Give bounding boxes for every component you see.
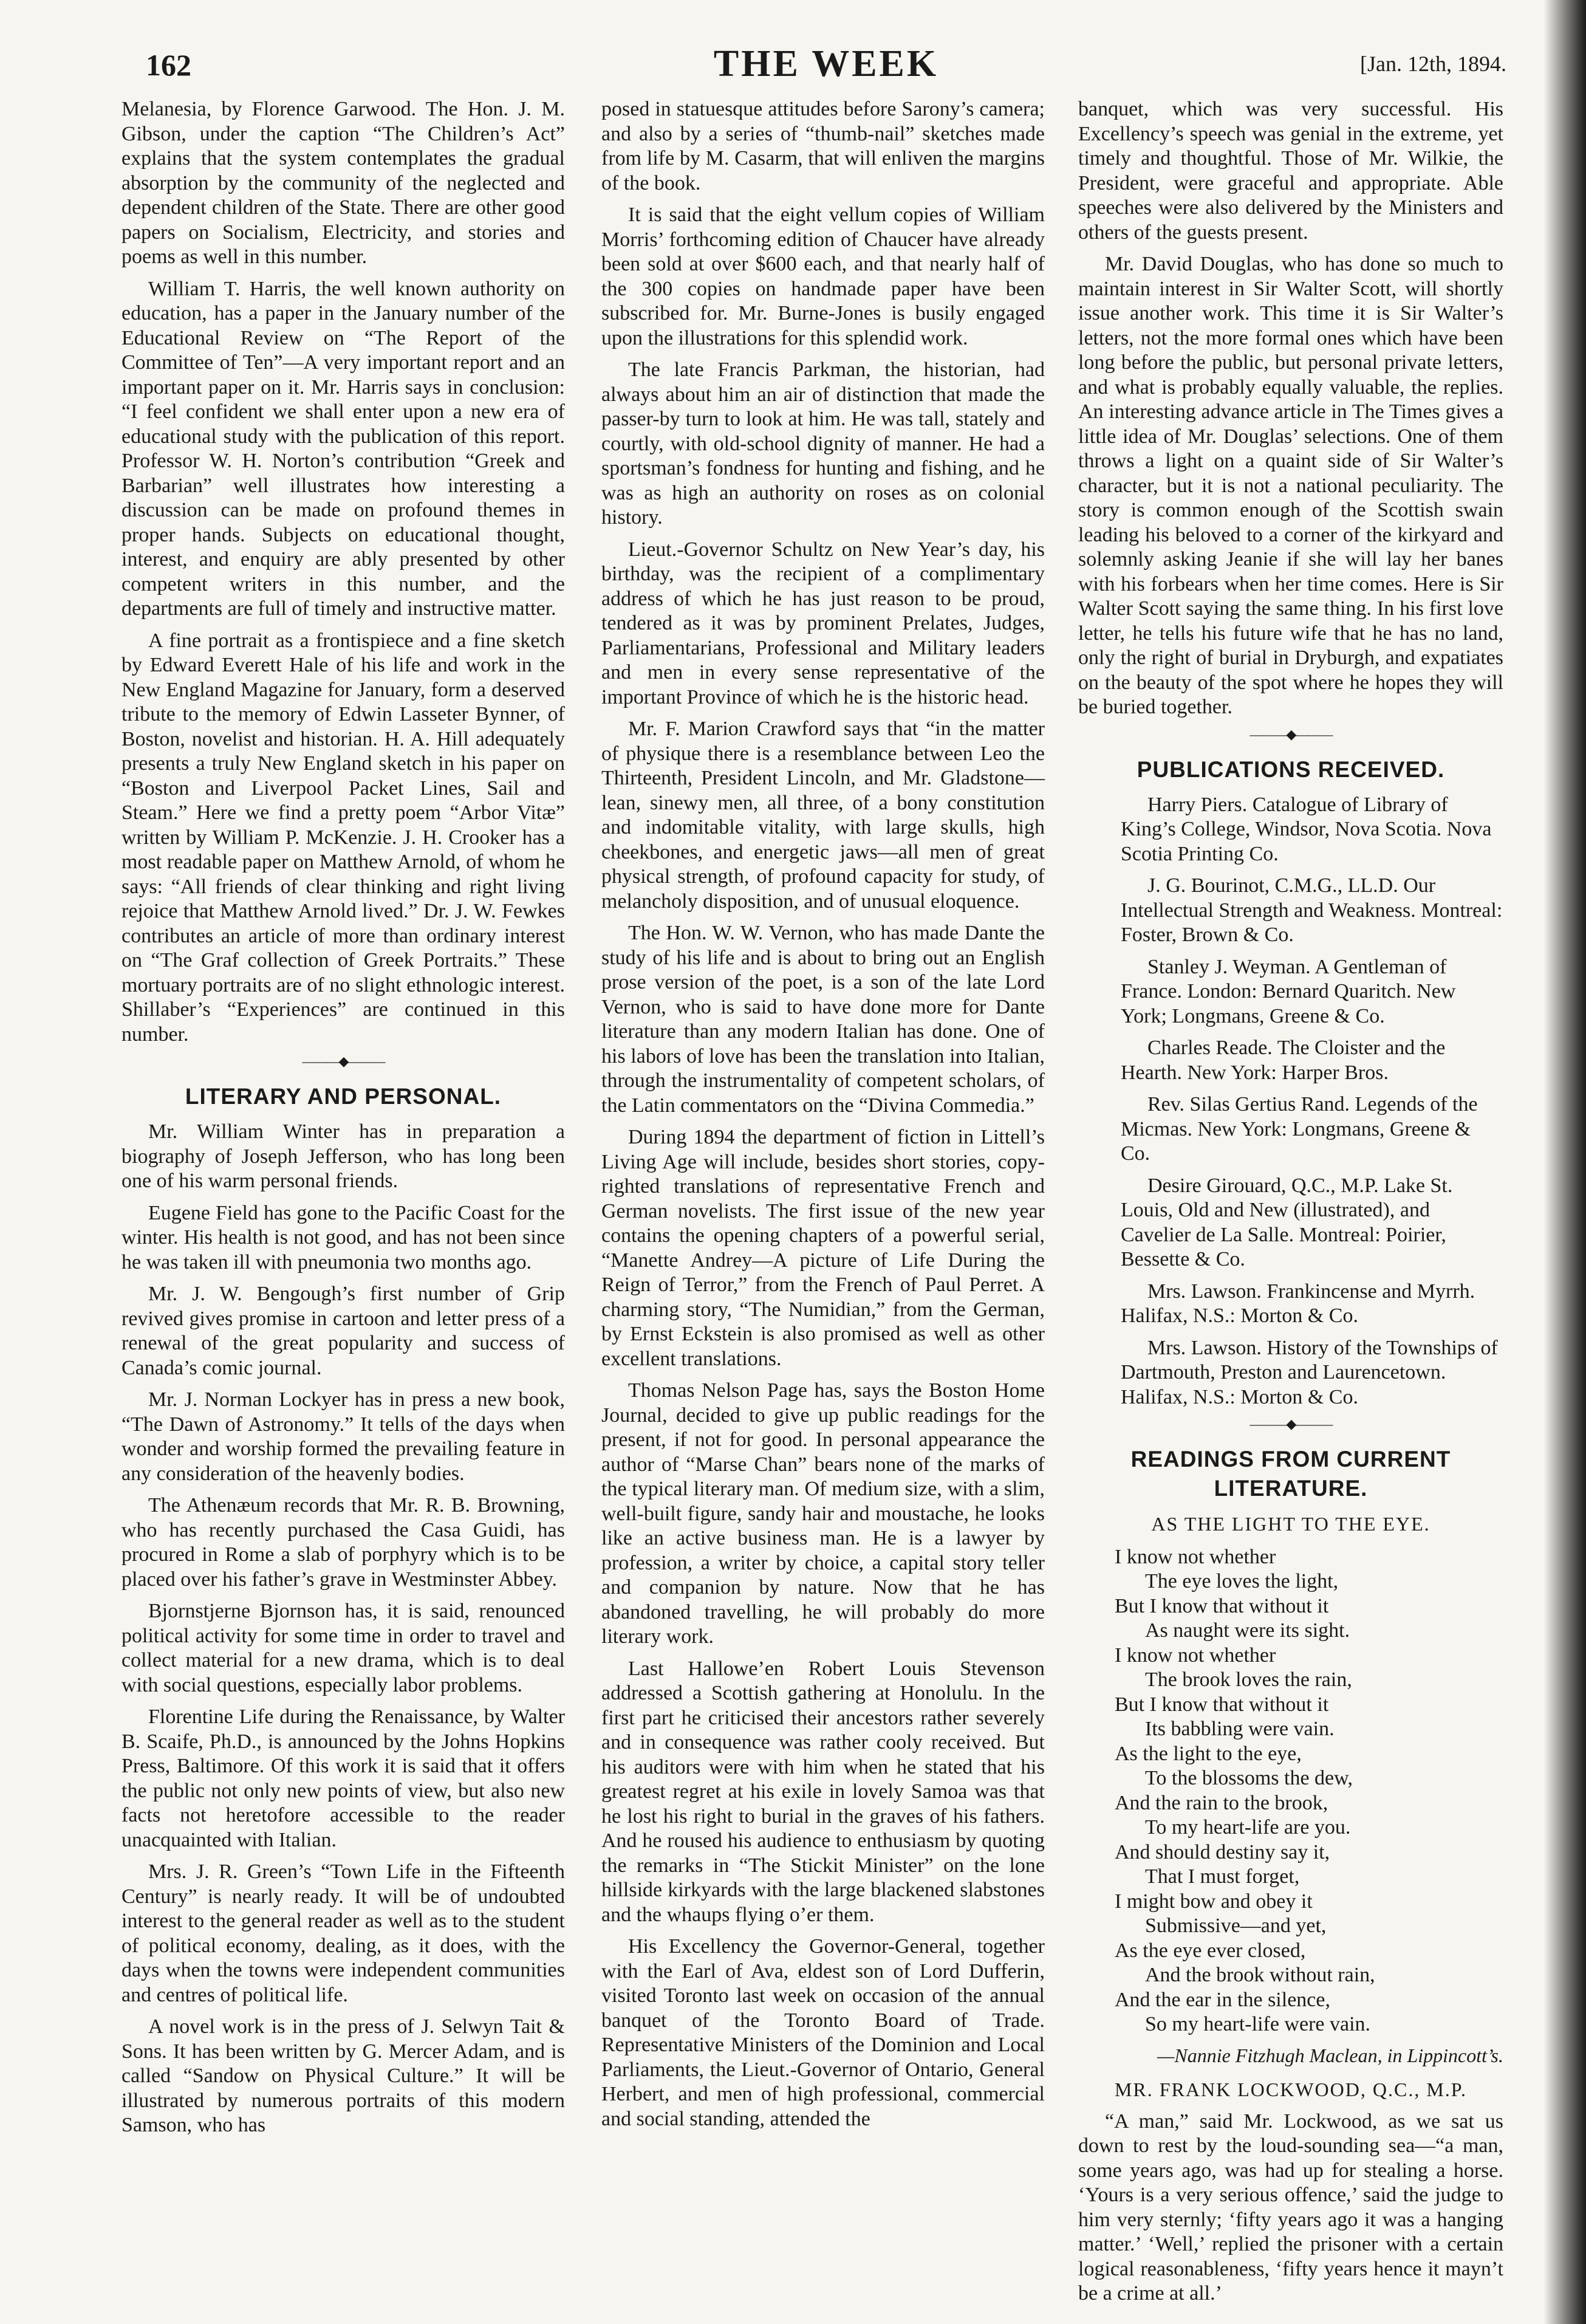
poem-line: To the blossoms the dew, — [1145, 1767, 1353, 1789]
poem-line: To my heart-life are you. — [1145, 1816, 1351, 1839]
paragraph: “A man,” said Mr. Lockwood, as we sat us down to rest by the loud-sounding sea—“a man, some years ago, was had up for stealing a horse. ‘Yours is a very serious offence,’ said the judge to him very sternly; ‘fifty years ago it was a hanging matter.’ ‘Well,’ replied the prisoner with a certain logical reasonableness, ‘fifty years hence it mayn’t be a crime at all.’ — [1078, 2110, 1503, 2305]
publications-list — [1078, 793, 1503, 1410]
poem-line: Submissive—and yet, — [1145, 1914, 1327, 1937]
paragraph: The Athenæum records that Mr. R. B. Browning, who has recently purchased the Casa Guidi, has procured in Rome a slab of porphyry which is to be placed over his father’s grave in Westminster Abbey. — [121, 1494, 565, 1591]
poem-line: Its babbling were vain. — [1145, 1718, 1335, 1740]
section-ornament: ———◆——— — [302, 1054, 385, 1069]
list-item: Desire Girouard, Q.C., M.P. Lake St. Louis, Old and New (illustrated), and Cavelier de La Salle. Montreal: Poirier, Bessette & Co. — [1121, 1174, 1453, 1270]
section-heading-readings: READINGS FROM CURRENT — [1130, 1447, 1451, 1472]
list-item: J. G. Bourinot, C.M.G., LL.D. Our Intellectual Strength and Weakness. Montreal: Foster, Brown & Co. — [1121, 874, 1503, 946]
list-item: Stanley J. Weyman. A Gentleman of France. London: Bernard Quaritch. New York; Longmans, Greene & Co. — [1121, 955, 1456, 1027]
paragraph: Last Hallowe’en Robert Louis Stevenson addressed a Scottish gathering at Honolulu. In the first part he criticised their ancestors rather severely and in consequence was rather cooly received. But his auditors were with him when he stated that his greatest regret at his exile in lovely Samoa was that he lost his right to burial in the graves of his fathers. And he roused his audience to enthusiasm by quoting the remarks in “The Stickit Minister” on the lone hillside kirkyards with the large blackened slabstones and the whaups flying o’er them. — [601, 1657, 1045, 1926]
page-binding-shadow — [1543, 0, 1586, 2324]
poem-line: I know not whether — [1115, 1644, 1276, 1667]
page-number: 162 — [146, 48, 191, 82]
section-ornament: ———◆——— — [1249, 726, 1332, 742]
poem-line: The eye loves the light, — [1145, 1570, 1339, 1592]
paragraph: The Hon. W. W. Vernon, who has made Dante the study of his life and is about to bring out an English prose version of the poet, is a son of the late Lord Vernon, who is said to have done more for Dante literature than any modern Italian has done. One of his labors of love has been the translation into Italian, through the instrumentality of competent scholars, of the Latin commentators on the “Divina Commedia.” — [601, 922, 1045, 1117]
paragraph: Lieut.-Governor Schultz on New Year’s day, his birthday, was the recipient of a complimentary address of which he has just reason to be proud, tendered as it was by prominent Prelates, Judges, Parliamentarians, Professional and Military leaders and men in every sense representative of the important Province of which he is the historic head. — [601, 538, 1045, 708]
paragraph: Thomas Nelson Page has, says the Boston Home Journal, decided to give up public readings for the present, if not for good. In personal appearance the author of “Marse Chan” bears none of the marks of the typical literary man. Of medium size, with a slim, well-built figure, sandy hair and moustache, he looks like an active business man. He is a lawyer by profession, a writer by choice, a capital story teller and companion by nature. Now that he has abandoned travelling, he will probably do more literary work. — [601, 1379, 1045, 1648]
poem-line: But I know that without it — [1115, 1594, 1329, 1617]
column-1 — [121, 97, 565, 2145]
list-item: Mrs. Lawson. History of the Townships of Dartmouth, Preston and Laurencetown. Halifax, N.S.: Morton & Co. — [1121, 1336, 1498, 1408]
paragraph: Mrs. J. R. Green’s “Town Life in the Fifteenth Century” is nearly ready. It will be of undoubted interest to the general reader as well as to the student of political economy, dealing, as it does, with the days when the towns were independent communities and centres of political life. — [121, 1860, 565, 2006]
paragraph: A fine portrait as a frontispiece and a fine sketch by Edward Everett Hale of his life and work in the New England Magazine for January, form a deserved tribute to the memory of Edwin Lasseter Bynner, of Boston, novelist and historian. H. A. Hill adequately presents a truly New England sketch in his paper on “Boston and Liverpool Packet Lines, Sail and Steam.” Here we find a pretty poem “Arbor Vitæ” written by William P. McKenzie. J. H. Crooker has a most readable paper on Matthew Arnold, of whom he says: “All friends of clear thinking and right living rejoice that Matthew Arnold lived.” Dr. J. W. Fewkes contributes an article of more than ordinary interest on “The Graf collection of Greek Portraits.” These mortuary portraits are of no slight ethnologic interest. Shillaber’s “Experiences” are continued in this number. — [121, 629, 565, 1046]
poem-title: AS THE LIGHT TO THE EYE. — [1151, 1513, 1430, 1535]
poem-line: And the brook without rain, — [1145, 1964, 1375, 1986]
list-item: Mrs. Lawson. Frankincense and Myrrh. Halifax, N.S.: Morton & Co. — [1121, 1280, 1475, 1327]
section-heading-readings-line2: LITERATURE. — [1214, 1476, 1368, 1501]
paragraph: A novel work is in the press of J. Selwyn Tait & Sons. It has been written by G. Mercer Adam, and is called “Sandow on Physical Culture.” It will be illustrated by numerous portraits of this modern Samson, who has — [121, 2015, 565, 2136]
article-heading-lockwood: MR. FRANK LOCKWOOD, Q.C., M.P. — [1114, 2079, 1468, 2100]
journal-title: THE WEEK — [713, 43, 939, 84]
column-2 — [601, 97, 1045, 2139]
poem-line: As naught were its sight. — [1145, 1619, 1350, 1642]
list-item: Charles Reade. The Cloister and the Hearth. New York: Harper Bros. — [1121, 1037, 1446, 1084]
paragraph: During 1894 the department of fiction in Littell’s Living Age will include, besides short stories, copy-righted translations of representative French and German novelists. The first issue of the new year contains the opening chapters of a powerful serial, “Manette Andrey—A picture of Life During the Reign of Terror,” from the French of Paul Perret. A charming story, “The Numidian,” from the German, by Ernst Eckstein is also promised as well as other excellent translations. — [601, 1126, 1045, 1370]
paragraph: Bjornstjerne Bjornson has, it is said, renounced political activity for some time in order to travel and collect material for a new drama, which is to deal with social questions, especially labor problems. — [121, 1600, 565, 1696]
paragraph: It is said that the eight vellum copies of William Morris’ forthcoming edition of Chaucer have already been sold at over $600 each, and that nearly half of the 300 copies on handmade paper have been subscribed for. Mr. Burne-Jones is busily engaged upon the illustrations for this splendid work. — [601, 204, 1045, 349]
paragraph: Eugene Field has gone to the Pacific Coast for the winter. His health is not good, and has not been since he was taken ill with pneumonia two months ago. — [121, 1201, 565, 1273]
column-3 — [1078, 97, 1503, 2314]
poem-attribution: —Nannie Fitzhugh Maclean, in Lippincott’s. — [1157, 2044, 1503, 2066]
paragraph: His Excellency the Governor-General, together with the Earl of Ava, eldest son of Lord Dufferin, visited Toronto last week on occasion of the annual banquet of the Toronto Board of Trade. Representative Ministers of the Dominion and Local Parliaments, the Lieut.-Governor of Ontario, General Herbert, and men of high professional, commercial and social standing, attended the — [601, 1935, 1045, 2130]
poem-line: But I know that without it — [1115, 1693, 1329, 1716]
poem-line: And the rain to the brook, — [1115, 1791, 1328, 1814]
list-item: Rev. Silas Gertius Rand. Legends of the Micmas. New York: Longmans, Greene & Co. — [1121, 1093, 1478, 1165]
poem-line: As the eye ever closed, — [1115, 1939, 1306, 1962]
poem-line: The brook loves the rain, — [1145, 1668, 1352, 1691]
poem-line: As the light to the eye, — [1115, 1742, 1302, 1765]
poem — [1078, 1545, 1503, 2037]
poem-line: I know not whether — [1115, 1545, 1276, 1568]
paragraph: The late Francis Parkman, the historian, had always about him an air of distinction that made the passer-by turn to look at him. He was tall, stately and courtly, with old-school dignity of manner. He had a sportsman’s fondness for hunting and fishing, and he was as high an authority on roses as on colonial history. — [601, 358, 1045, 529]
issue-date: [Jan. 12th, 1894. — [1360, 52, 1506, 76]
paragraph: posed in statuesque attitudes before Sarony’s camera; and also by a series of “thumb-nail” sketches made from life by M. Casarm, that will enliven the margins of the book. — [601, 98, 1045, 194]
paragraph: Mr. J. Norman Lockyer has in press a new book, “The Dawn of Astronomy.” It tells of the days when wonder and worship formed the prevailing feature in any consideration of the heavenly bodies. — [121, 1388, 565, 1485]
paragraph: Florentine Life during the Renaissance, by Walter B. Scaife, Ph.D., is announced by the Johns Hopkins Press, Baltimore. Of this work it is said that it offers the public not only new points of view, but also new facts not heretofore accessible to the reader unacquainted with Italian. — [121, 1705, 565, 1851]
paragraph: Mr. F. Marion Crawford says that “in the matter of physique there is a resemblance between Leo the Thirteenth, President Lincoln, and Mr. Gladstone—lean, sinewy men, all three, of a bony constitution and indomitable vitality, with large skulls, high cheekbones, and energetic jaws—all men of great physical strength, of profound capacity for study, of melancholy disposition, and of unusual eloquence. — [601, 718, 1045, 913]
paragraph: William T. Harris, the well known authority on education, has a paper in the January number of the Educational Review on “The Report of the Committee of Ten”—A very important report and an important paper on it. Mr. Harris says in conclusion: “I feel confident we shall enter upon a new era of educational study with the publication of this report. Professor W. H. Norton’s contribution “Greek and Barbarian” well illustrates how interesting a discussion can be made on profound themes in proper hands. Subjects on educational thought, interest, and enquiry are ably presented by other competent writers in this number, and the departments are full of timely and instructive matter. — [121, 277, 565, 620]
poem-line: So my heart-life were vain. — [1145, 2013, 1371, 2035]
paragraph: Mr. William Winter has in preparation a biography of Joseph Jefferson, who has long been one of his warm personal friends. — [121, 1120, 565, 1192]
poem-line: I might bow and obey it — [1115, 1890, 1313, 1913]
section-heading-literary-personal: LITERARY AND PERSONAL. — [185, 1084, 502, 1109]
section-heading-publications: PUBLICATIONS RECEIVED. — [1137, 756, 1445, 782]
poem-line: That I must forget, — [1145, 1865, 1300, 1888]
paragraph: Melanesia, by Florence Garwood. The Hon. J. M. Gibson, under the caption “The Children’s Act” explains that the system contemplates the gradual absorption by the community of the neglected and dependent children of the State. There are other good papers on Socialism, Electricity, and stories and poems as well in this number. — [121, 98, 565, 268]
paragraph: Mr. J. W. Bengough’s first number of Grip revived gives promise in cartoon and letter press of a renewal of the great popularity and success of Canada’s comic journal. — [121, 1283, 565, 1379]
list-item: Harry Piers. Catalogue of Library of King’s College, Windsor, Nova Scotia. Nova Scotia Printing Co. — [1121, 793, 1492, 865]
poem-line: And the ear in the silence, — [1115, 1988, 1330, 2011]
section-ornament: ———◆——— — [1249, 1416, 1332, 1431]
paragraph: banquet, which was very successful. His Excellency’s speech was genial in the extreme, yet timely and thoughtful. Those of Mr. Wilkie, the President, were graceful and appropriate. Able speeches were also delivered by the Ministers and others of the guests present. — [1078, 98, 1503, 244]
paragraph: Mr. David Douglas, who has done so much to maintain interest in Sir Walter Scott, will shortly issue another work. This time it is Sir Walter’s letters, not the more formal ones which have been long before the public, but personal private letters, and what is probably equally valuable, the replies. An interesting advance article in The Times gives a little idea of Mr. Douglas’ selections. One of them throws a light on a quaint side of Sir Walter’s character, but it is not a national peculiarity. The story is common enough of the Scottish swain leading his beloved to a corner of the kirkyard and solemnly asking Jeanie if she will lay her banes with his forbears when her time comes. Here is Sir Walter Scott saying the same thing. In his first love letter, he tells his future wife that he has no land, only the right of burial in Dryburgh, and expatiates on the beauty of the spot where he hopes they will be buried together. — [1078, 253, 1503, 718]
masthead — [146, 43, 1506, 85]
poem-line: And should destiny say it, — [1115, 1840, 1330, 1863]
